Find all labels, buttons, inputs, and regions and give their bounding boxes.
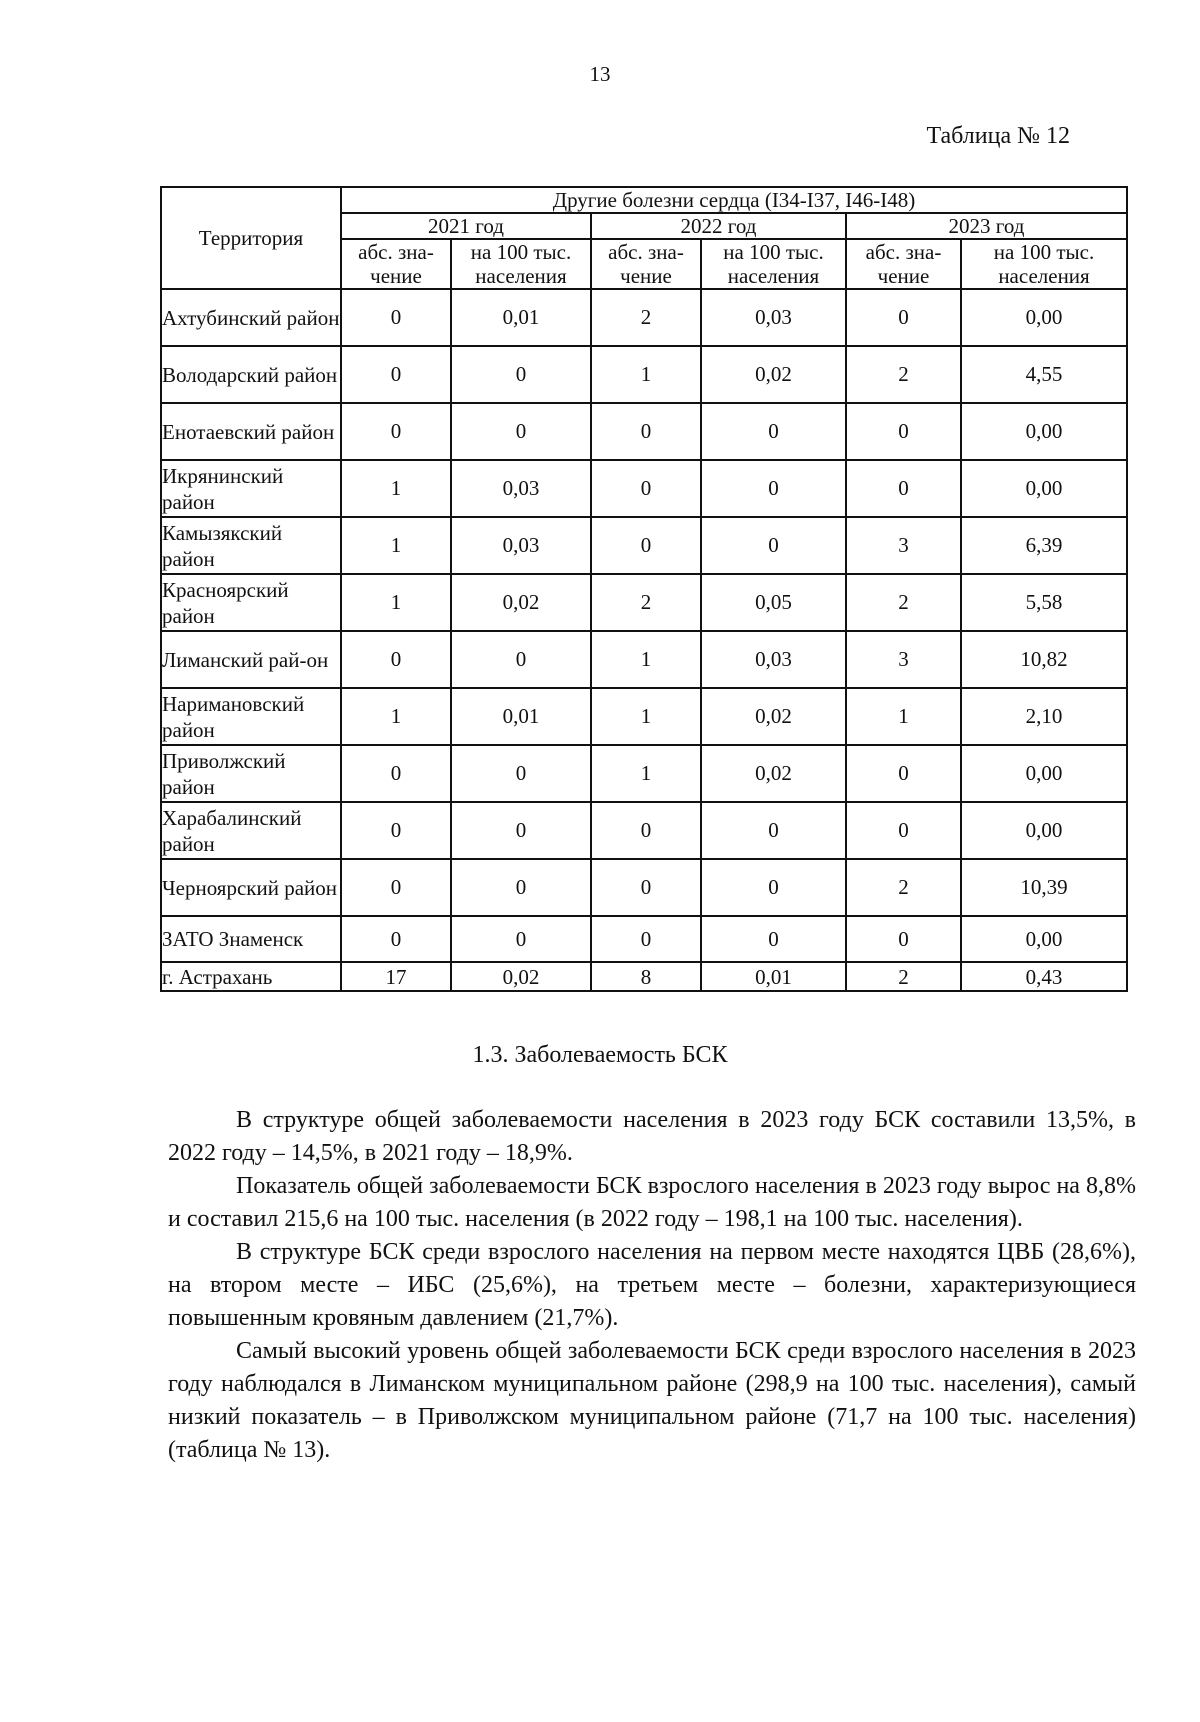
- table-row: [161, 859, 1127, 916]
- cell-value: 0: [846, 745, 961, 802]
- territory-name: Лиманский рай-он: [161, 631, 341, 688]
- territory-name: Ахтубинский район: [161, 289, 341, 346]
- cell-value: 0,00: [961, 289, 1127, 346]
- cell-value: 0: [341, 802, 451, 859]
- territory-name: Володарский район: [161, 346, 341, 403]
- cell-value: 0,02: [701, 745, 846, 802]
- cell-value: 0: [591, 403, 701, 460]
- territory-name: Камызякский район: [161, 517, 341, 574]
- cell-value: 1: [341, 688, 451, 745]
- rate-header: на 100 тыс. населения: [701, 239, 846, 289]
- table-row: [161, 346, 1127, 403]
- paragraph: В структуре общей заболеваемости населения в 2023 году БСК составили 13,5%, в 2022 году – 14,5%, в 2021 году – 18,9%.: [168, 1107, 1136, 1166]
- cell-value: 0: [451, 802, 591, 859]
- cell-value: 0,43: [961, 962, 1127, 991]
- territory-name: Харабалинский район: [161, 802, 341, 859]
- body-text: [168, 1104, 1136, 1467]
- cell-value: 0: [701, 460, 846, 517]
- cell-value: 0,03: [451, 460, 591, 517]
- cell-value: 0: [701, 916, 846, 962]
- cell-value: 2: [846, 346, 961, 403]
- paragraph: Самый высокий уровень общей заболеваемости БСК среди взрослого населения в 2023 году наблюдался в Лиманском муниципальном районе (298,9 на 100 тыс. населения), самый низкий показатель – в Приволжском муниципальном районе (71,7 на 100 тыс. населения) (таблица № 13).: [168, 1338, 1136, 1463]
- table-row: [161, 517, 1127, 574]
- cell-value: 0: [846, 403, 961, 460]
- cell-value: 1: [846, 688, 961, 745]
- table-row: [161, 802, 1127, 859]
- territory-header: Территория: [161, 187, 341, 289]
- cell-value: 0: [591, 517, 701, 574]
- cell-value: 2: [591, 574, 701, 631]
- cell-value: 0: [451, 916, 591, 962]
- cell-value: 1: [341, 517, 451, 574]
- territory-name: Икрянинский район: [161, 460, 341, 517]
- cell-value: 2: [846, 859, 961, 916]
- cell-value: 0: [341, 859, 451, 916]
- cell-value: 3: [846, 631, 961, 688]
- abs-header: абс. зна-чение: [591, 239, 701, 289]
- cell-value: 0: [341, 631, 451, 688]
- cell-value: 0,00: [961, 916, 1127, 962]
- cell-value: 0: [451, 859, 591, 916]
- cell-value: 0,03: [451, 517, 591, 574]
- cell-value: 2: [591, 289, 701, 346]
- cell-value: 6,39: [961, 517, 1127, 574]
- territory-name: г. Астрахань: [161, 962, 341, 991]
- territory-name: Красноярский район: [161, 574, 341, 631]
- group-header: Другие болезни сердца (I34-I37, I46-I48): [341, 187, 1127, 213]
- table-row: [161, 745, 1127, 802]
- cell-value: 0: [591, 802, 701, 859]
- cell-value: 0,05: [701, 574, 846, 631]
- cell-value: 0,00: [961, 745, 1127, 802]
- table-row: [161, 289, 1127, 346]
- cell-value: 0: [846, 460, 961, 517]
- cell-value: 2: [846, 962, 961, 991]
- cell-value: 1: [591, 346, 701, 403]
- cell-value: 0,02: [451, 574, 591, 631]
- cell-value: 5,58: [961, 574, 1127, 631]
- cell-value: 2,10: [961, 688, 1127, 745]
- cell-value: 3: [846, 517, 961, 574]
- table-row: [161, 962, 1127, 991]
- rate-header: на 100 тыс. населения: [451, 239, 591, 289]
- table-caption: Таблица № 12: [926, 123, 1070, 149]
- cell-value: 0: [591, 460, 701, 517]
- cell-value: 0: [341, 403, 451, 460]
- year-header-2023: 2023 год: [846, 213, 1127, 239]
- cell-value: 0: [341, 745, 451, 802]
- table-row: [161, 688, 1127, 745]
- cell-value: 0: [701, 859, 846, 916]
- cell-value: 0: [341, 346, 451, 403]
- cell-value: 0: [591, 916, 701, 962]
- section-heading: 1.3. Заболеваемость БСК: [472, 1042, 728, 1068]
- territory-name: Енотаевский район: [161, 403, 341, 460]
- table-row: [161, 574, 1127, 631]
- cell-value: 10,39: [961, 859, 1127, 916]
- cell-value: 0,03: [701, 631, 846, 688]
- cell-value: 0,02: [701, 346, 846, 403]
- abs-header: абс. зна-чение: [846, 239, 961, 289]
- cell-value: 0: [451, 403, 591, 460]
- territory-name: Приволжский район: [161, 745, 341, 802]
- cell-value: 0: [451, 745, 591, 802]
- cell-value: 0,03: [701, 289, 846, 346]
- territory-name: ЗАТО Знаменск: [161, 916, 341, 962]
- table-row: [161, 403, 1127, 460]
- table-row: [161, 916, 1127, 962]
- cell-value: 0: [846, 916, 961, 962]
- cell-value: 1: [341, 574, 451, 631]
- cell-value: 0,02: [701, 688, 846, 745]
- cell-value: 0: [591, 859, 701, 916]
- year-header-2022: 2022 год: [591, 213, 846, 239]
- rate-header: на 100 тыс. населения: [961, 239, 1127, 289]
- cell-value: 8: [591, 962, 701, 991]
- cell-value: 0: [451, 631, 591, 688]
- cell-value: 0: [701, 517, 846, 574]
- cell-value: 0: [846, 289, 961, 346]
- territory-name: Наримановский район: [161, 688, 341, 745]
- cell-value: 0: [701, 403, 846, 460]
- cell-value: 0,01: [451, 688, 591, 745]
- cell-value: 10,82: [961, 631, 1127, 688]
- cell-value: 1: [591, 745, 701, 802]
- cell-value: 0,01: [701, 962, 846, 991]
- cell-value: 0,02: [451, 962, 591, 991]
- paragraph: В структуре БСК среди взрослого населения на первом месте находятся ЦВБ (28,6%), на втором месте – ИБС (25,6%), на третьем месте – болезни, характеризующиеся повышенным кровяным давлением (21,7%).: [168, 1239, 1136, 1331]
- cell-value: 0: [341, 289, 451, 346]
- cell-value: 0,01: [451, 289, 591, 346]
- cell-value: 0,00: [961, 460, 1127, 517]
- table-row: [161, 460, 1127, 517]
- cell-value: 0: [451, 346, 591, 403]
- abs-header: абс. зна-чение: [341, 239, 451, 289]
- paragraph: Показатель общей заболеваемости БСК взрослого населения в 2023 году вырос на 8,8% и составил 215,6 на 100 тыс. населения (в 2022 году – 198,1 на 100 тыс. населения).: [168, 1173, 1136, 1232]
- cell-value: 0: [846, 802, 961, 859]
- cell-value: 4,55: [961, 346, 1127, 403]
- cell-value: 0: [341, 916, 451, 962]
- cell-value: 1: [591, 688, 701, 745]
- year-header-2021: 2021 год: [341, 213, 591, 239]
- cell-value: 1: [341, 460, 451, 517]
- cell-value: 2: [846, 574, 961, 631]
- cell-value: 0,00: [961, 802, 1127, 859]
- cell-value: 0,00: [961, 403, 1127, 460]
- table-row: [161, 631, 1127, 688]
- disease-table: [160, 186, 1128, 992]
- page-number: 13: [589, 62, 611, 86]
- cell-value: 0: [701, 802, 846, 859]
- cell-value: 17: [341, 962, 451, 991]
- cell-value: 1: [591, 631, 701, 688]
- territory-name: Черноярский район: [161, 859, 341, 916]
